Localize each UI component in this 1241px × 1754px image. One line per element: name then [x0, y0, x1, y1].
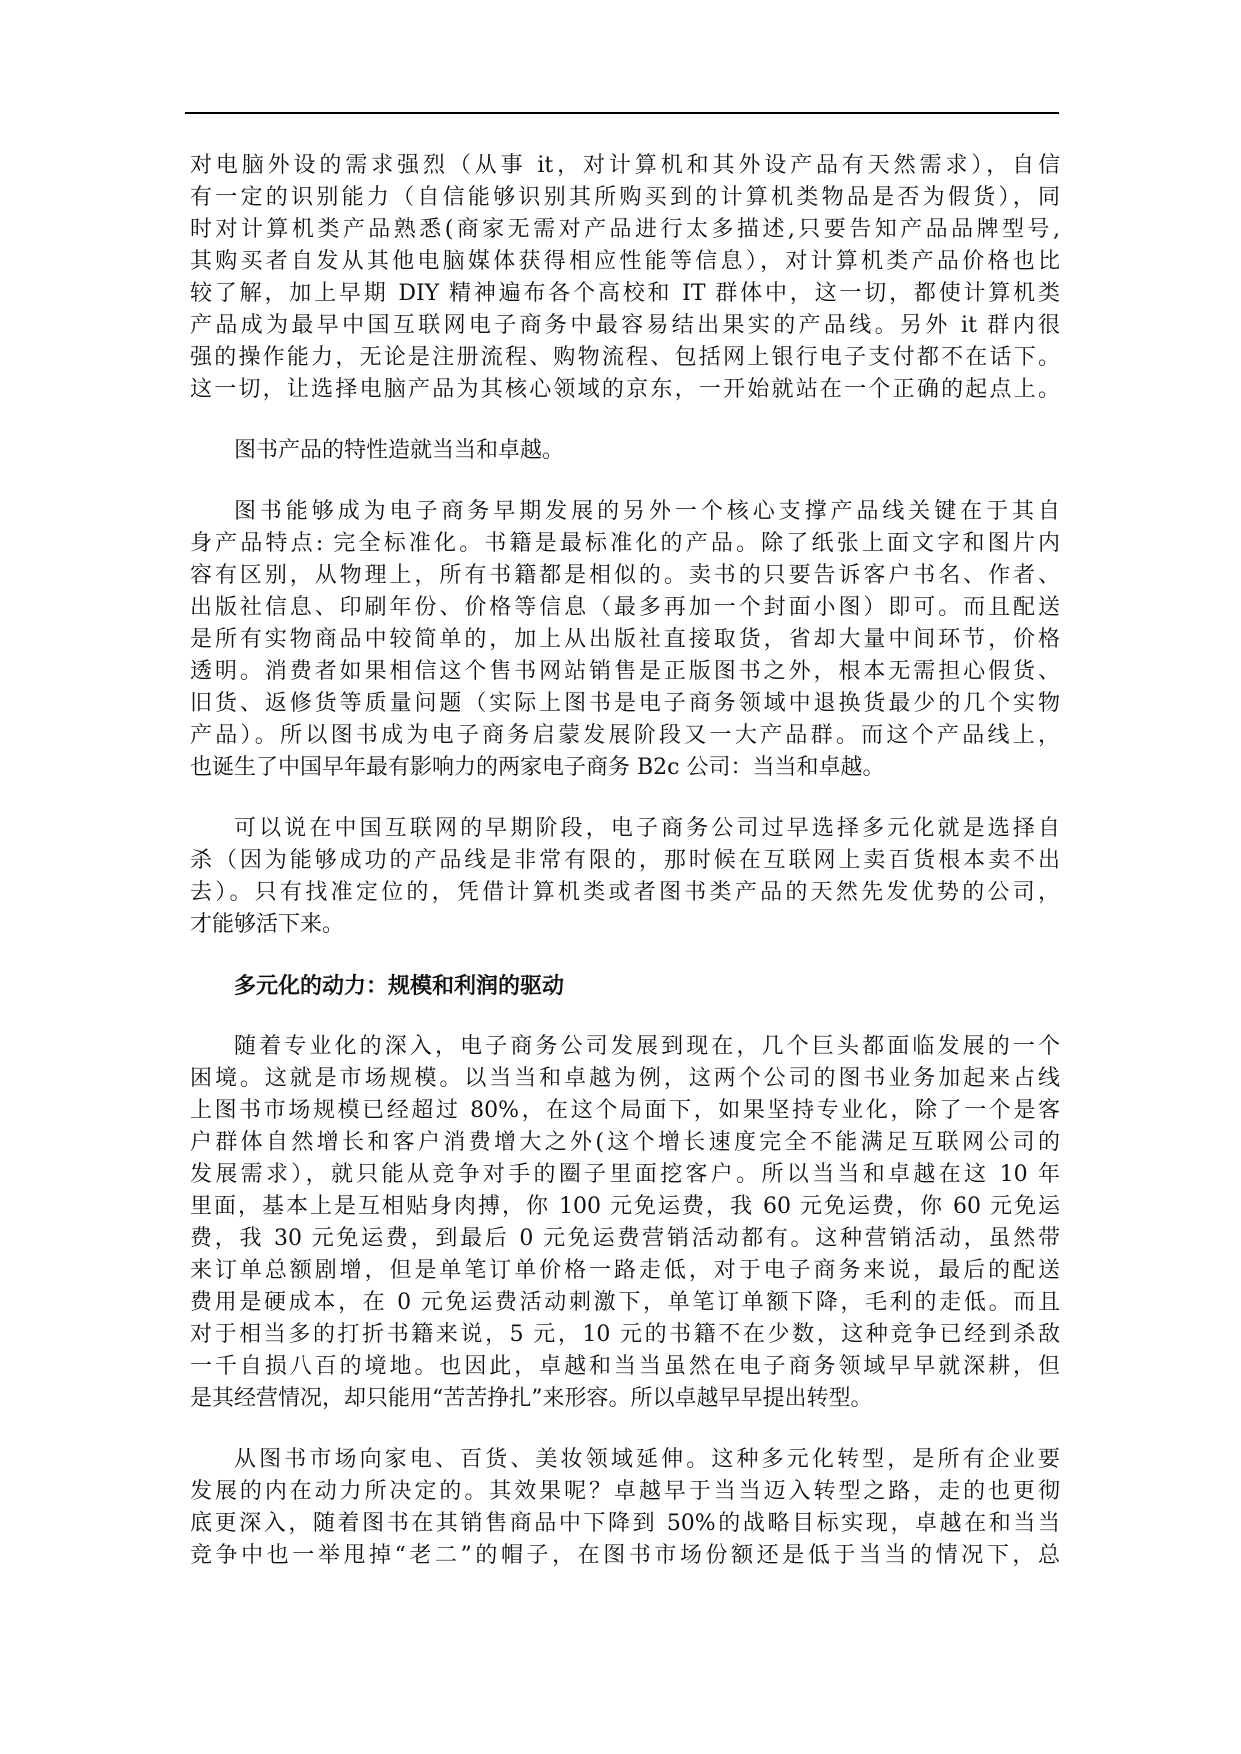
text-line: 户群体自然增长和客户消费增大之外(这个增长速度完全不能满足互联网公司的 — [190, 1130, 1060, 1155]
text-line: 底更深入，随着图书在其销售商品中下降到 50%的战略目标实现，卓越在和当当 — [190, 1511, 1060, 1536]
text-line: 透明。消费者如果相信这个售书网站销售是正版图书之外，根本无需担心假货、 — [190, 659, 1060, 684]
paragraph-early-stage — [190, 813, 1060, 941]
text-line: 可以说在中国互联网的早期阶段，电子商务公司过早选择多元化就是选择自 — [234, 816, 1060, 841]
text-line: 才能够活下来。 — [190, 912, 345, 937]
text-line: 强的操作能力，无论是注册流程、购物流程、包括网上银行电子支付都不在话下。 — [190, 345, 1060, 370]
header-rule — [185, 112, 1059, 114]
text-line: 也诞生了中国早年最有影响力的两家电子商务 B2c 公司：当当和卓越。 — [190, 755, 885, 780]
text-line: 竞争中也一举甩掉“老二”的帽子，在图书市场份额还是低于当当的情况下，总 — [190, 1543, 1060, 1568]
document-body — [190, 150, 1060, 1572]
text-line: 发展的内在动力所决定的。其效果呢？卓越早于当当迈入转型之路，走的也更彻 — [190, 1479, 1060, 1504]
text-line: 杀（因为能够成功的产品线是非常有限的，那时候在互联网上卖百货根本卖不出 — [190, 848, 1060, 873]
text-line: 身产品特点: 完全标准化。书籍是最标准化的产品。除了纸张上面文字和图片内 — [190, 531, 1060, 556]
text-line: 是其经营情况，却只能用“苦苦挣扎”来形容。所以卓越早早提出转型。 — [190, 1386, 873, 1411]
text-line: 费用是硬成本，在 0 元免运费活动刺激下，单笔订单额下降，毛利的走低。而且 — [190, 1290, 1060, 1315]
paragraph-diversification — [190, 1444, 1060, 1572]
text-line: 出版社信息、印刷年份、价格等信息（最多再加一个封面小图）即可。而且配送 — [190, 595, 1060, 620]
text-line: 上图书市场规模已经超过 80%，在这个局面下，如果坚持专业化，除了一个是客 — [190, 1098, 1060, 1123]
text-line: 里面，基本上是互相贴身肉搏，你 100 元免运费，我 60 元免运费，你 60 元免运 — [190, 1194, 1060, 1219]
text-line: 费，我 30 元免运费，到最后 0 元免运费营销活动都有。这种营销活动，虽然带 — [190, 1226, 1060, 1251]
text-line: 来订单总额剧增，但是单笔订单价格一路走低，对于电子商务来说，最后的配送 — [190, 1258, 1060, 1283]
paragraph-computer-products — [190, 150, 1060, 406]
text-line: 产品成为最早中国互联网电子商务中最容易结出果实的产品线。另外 it 群内很 — [190, 313, 1060, 338]
text-line: 较了解，加上早期 DIY 精神遍布各个高校和 IT 群体中，这一切，都使计算机类 — [190, 281, 1060, 306]
text-line: 其购买者自发从其他电脑媒体获得相应性能等信息），对计算机类产品价格也比 — [190, 249, 1060, 274]
text-line: 产品）。所以图书成为电子商务启蒙发展阶段又一大产品群。而这个产品线上， — [190, 723, 1060, 748]
text-line: 是所有实物商品中较简单的，加上从出版社直接取货，省却大量中间环节，价格 — [190, 627, 1060, 652]
paragraph-book-intro — [190, 435, 1060, 467]
text-line: 从图书市场向家电、百货、美妆领域延伸。这种多元化转型，是所有企业要 — [234, 1447, 1060, 1472]
paragraph-scale-dilemma — [190, 1031, 1060, 1415]
text-line: 一千自损八百的境地。也因此，卓越和当当虽然在电子商务领域早早就深耕，但 — [190, 1354, 1060, 1379]
text-line: 对电脑外设的需求强烈（从事 it，对计算机和其外设产品有天然需求），自信 — [190, 153, 1060, 178]
text-line: 图书产品的特性造就当当和卓越。 — [234, 438, 565, 463]
text-line: 有一定的识别能力（自信能够识别其所购买到的计算机类物品是否为假货），同 — [190, 185, 1060, 210]
text-line: 容有区别，从物理上，所有书籍都是相似的。卖书的只要告诉客户书名、作者、 — [190, 563, 1060, 588]
text-line: 去）。只有找准定位的，凭借计算机类或者图书类产品的天然先发优势的公司， — [190, 880, 1060, 905]
text-line: 这一切，让选择电脑产品为其核心领域的京东，一开始就站在一个正确的起点上。 — [190, 377, 1060, 402]
text-line: 对于相当多的打折书籍来说，5 元，10 元的书籍不在少数，这种竞争已经到杀敌 — [190, 1322, 1060, 1347]
paragraph-book-products — [190, 496, 1060, 784]
text-line: 时对计算机类产品熟悉(商家无需对产品进行太多描述,只要告知产品品牌型号, — [190, 217, 1060, 242]
text-line: 旧货、返修货等质量问题（实际上图书是电子商务领域中退换货最少的几个实物 — [190, 691, 1060, 716]
text-line: 随着专业化的深入，电子商务公司发展到现在，几个巨头都面临发展的一个 — [234, 1034, 1060, 1059]
section-heading: 多元化的动力：规模和利润的驱动 — [234, 973, 565, 999]
text-line: 困境。这就是市场规模。以当当和卓越为例，这两个公司的图书业务加起来占线 — [190, 1066, 1060, 1091]
text-line: 图书能够成为电子商务早期发展的另外一个核心支撑产品线关键在于其自 — [234, 499, 1060, 524]
text-line: 发展需求），就只能从竞争对手的圈子里面挖客户。所以当当和卓越在这 10 年 — [190, 1162, 1060, 1187]
